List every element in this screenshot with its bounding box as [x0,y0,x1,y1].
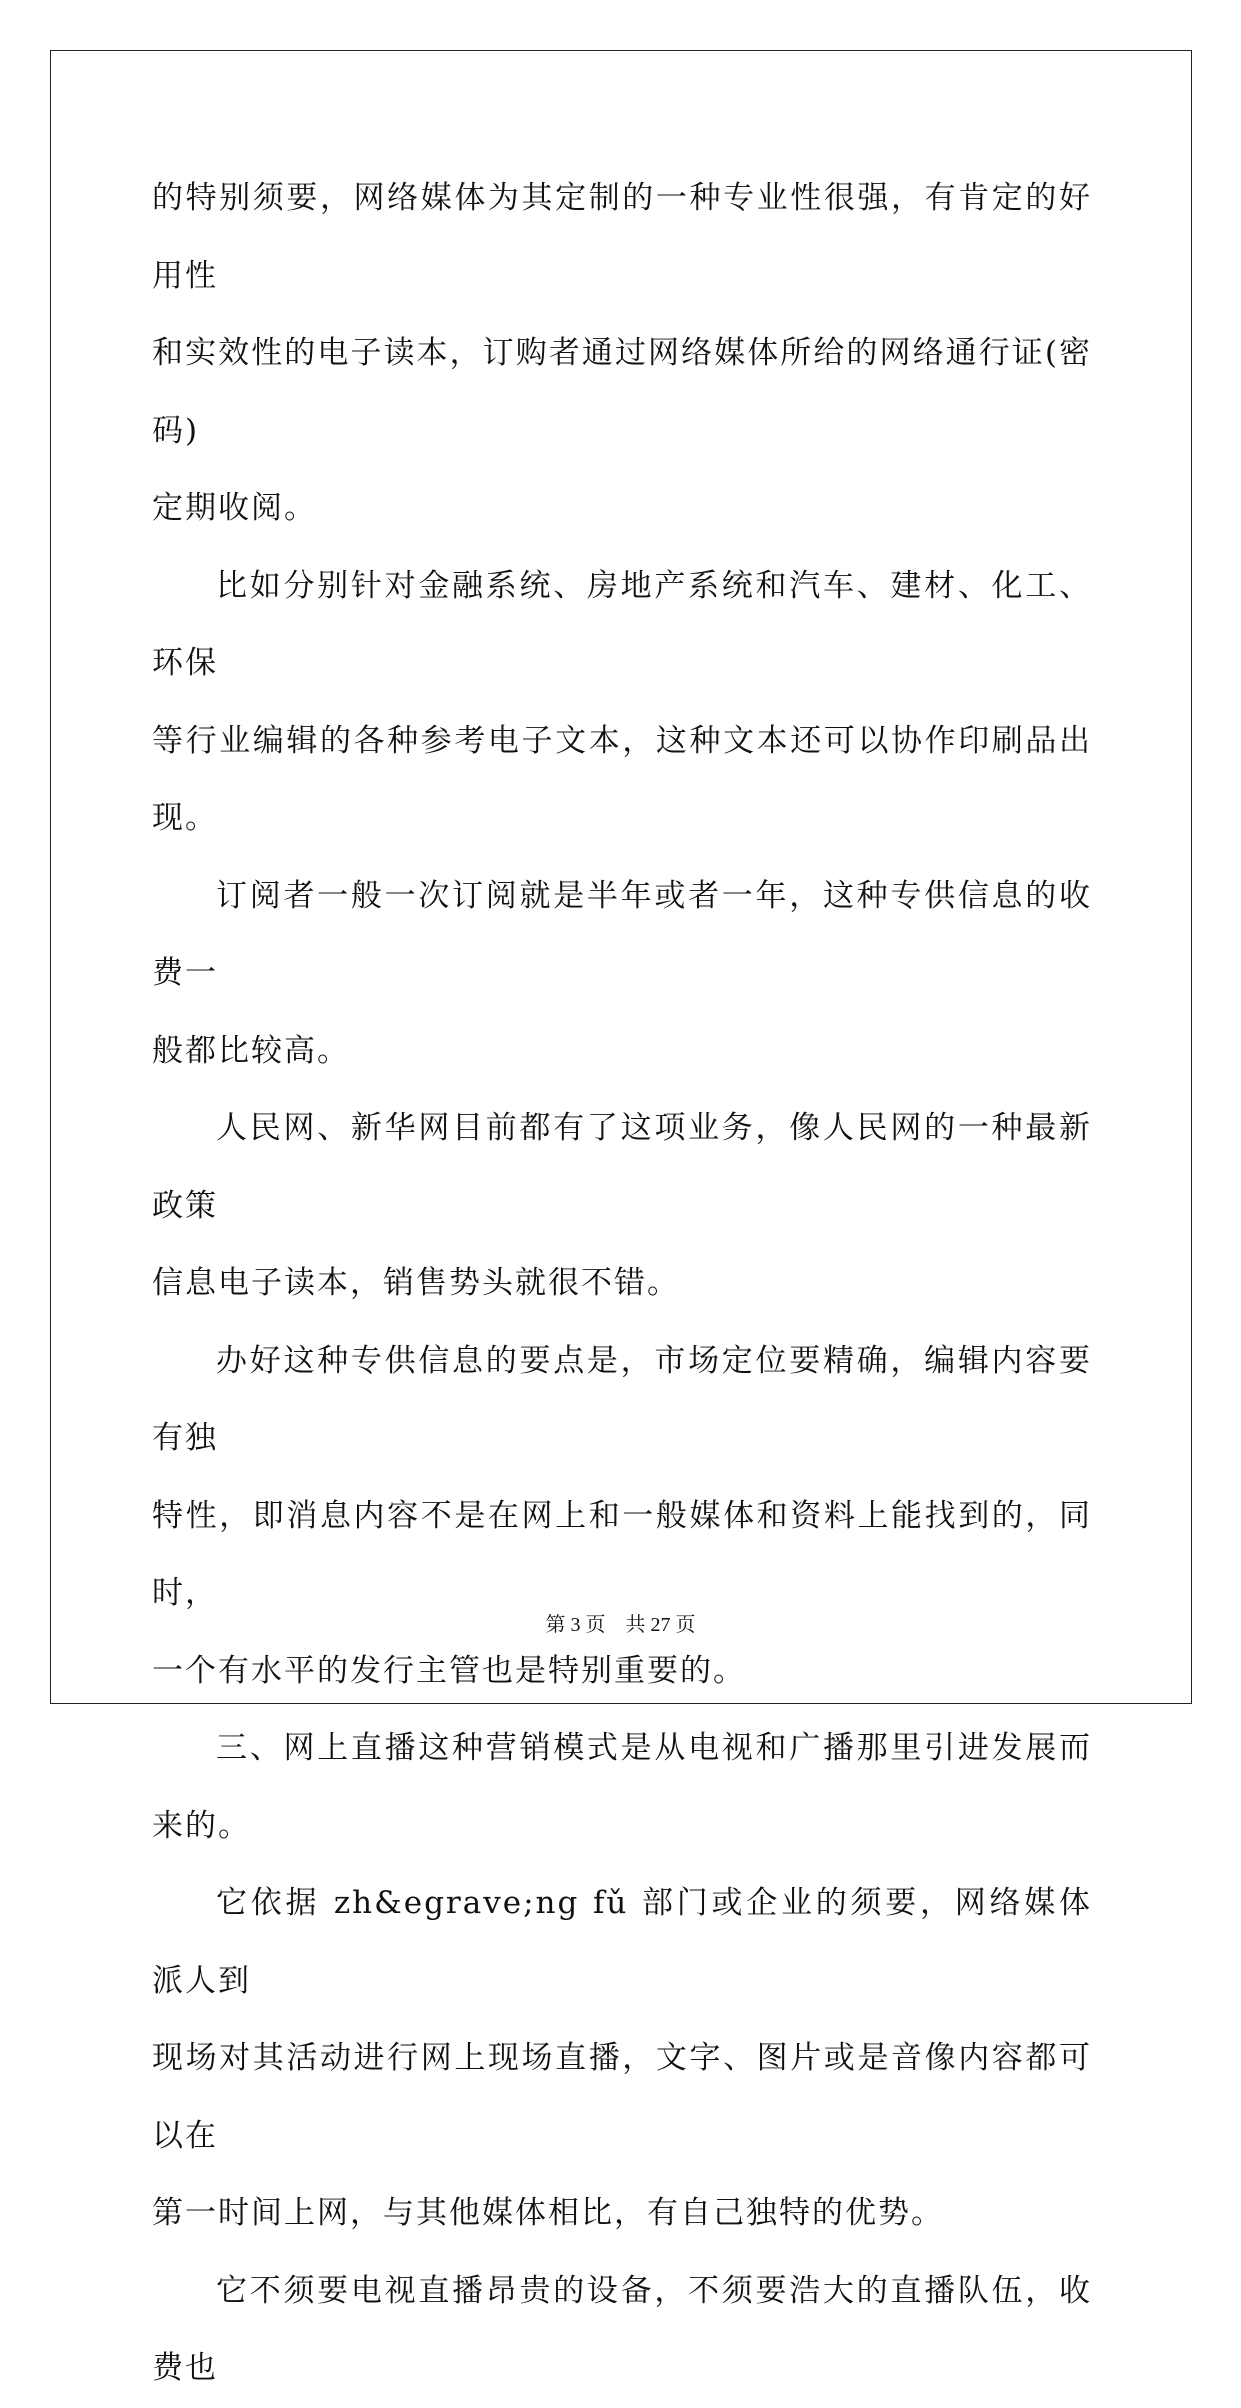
text-line: 特性，即消息内容不是在网上和一般媒体和资料上能找到的，同时， [152,1497,1092,1611]
text-line: 的特别须要，网络媒体为其定制的一种专业性很强，有肯定的好用性 [152,180,1092,294]
text-line: 它依据 zh&egrave;ng fǔ 部门或企业的须要，网络媒体派人到 [152,1885,1092,1999]
text-line: 等行业编辑的各种参考电子文本，这种文本还可以协作印刷品出现。 [152,722,1092,836]
text-line: 般都比较高。 [152,1032,350,1069]
text-line: 订阅者一般一次订阅就是半年或者一年，这种专供信息的收费一 [152,877,1092,991]
text-line: 现场对其活动进行网上现场直播，文字、图片或是音像内容都可以在 [152,2040,1092,2154]
paragraph [152,1865,1092,2253]
text-line: 定期收阅。 [152,490,317,526]
text-line: 第一时间上网，与其他媒体相比，有自己独特的优势。 [152,2195,944,2231]
text-line: 人民网、新华网目前都有了这项业务，像人民网的一种最新政策 [152,1110,1092,1224]
page-number: 第 3 页 共 27 页 [545,1614,696,1636]
text-line: 办好这种专供信息的要点是，市场定位要精确，编辑内容要有独 [152,1342,1092,1456]
paragraph [152,2253,1092,2408]
text-line: 比如分别针对金融系统、房地产系统和汽车、建材、化工、环保 [152,567,1092,681]
text-line: 它不须要电视直播昂贵的设备，不须要浩大的直播队伍，收费也 [152,2272,1092,2386]
paragraph [152,1090,1092,1323]
paragraph [152,160,1092,548]
text-line: 和实效性的电子读本，订购者通过网络媒体所给的网络通行证(密码) [152,335,1092,449]
text-line: 一个有水平的发行主管也是特别重要的。 [152,1652,746,1689]
paragraph [152,1323,1092,1711]
paragraph [152,548,1092,858]
text-line: 信息电子读本，销售势头就很不错。 [152,1265,680,1301]
paragraph [152,858,1092,1091]
text-line: 三、网上直播这种营销模式是从电视和广播那里引进发展而来的。 [152,1730,1092,1844]
paragraph [152,1710,1092,1865]
document-body [152,160,1092,2408]
page-footer [0,1608,1241,1637]
